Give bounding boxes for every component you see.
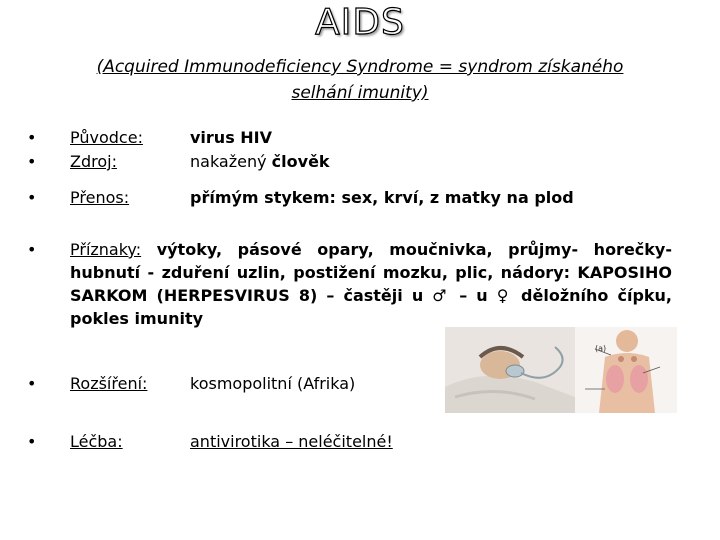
patient-illustration-icon — [445, 327, 677, 413]
label-zdroj: Zdroj: — [70, 152, 117, 171]
bullet-dot: • — [27, 128, 37, 147]
value-lecba: antivirotika – neléčitelné! — [190, 432, 393, 451]
bullet-dot: • — [27, 240, 37, 259]
slide-subtitle: (Acquired Immunodeficiency Syndrome = syndrom získaného selhání imunity) — [96, 57, 624, 103]
bullet-dot: • — [27, 188, 37, 207]
value-puvodce: virus HIV — [190, 128, 273, 147]
illustration-label: (a) — [595, 344, 607, 353]
symptoms-text: výtoky, pásové opary, moučnivka, průjmy- horečky- hubnutí - zduření uzlin, postižení mozku, plic, nádory: KAPOSIHO SARKOM (HERPESVIRUS 8) – častěji u ♂ – u ♀ děložního čípku, pokles imunity — [70, 240, 672, 328]
value-rozsireni: kosmopolitní (Afrika) — [190, 374, 356, 393]
bullet-dot: • — [27, 152, 37, 171]
symptoms-paragraph — [70, 238, 672, 330]
bullet-dot: • — [27, 432, 37, 451]
medical-illustration — [445, 327, 677, 413]
label-rozsireni: Rozšíření: — [70, 374, 148, 393]
label-priznaky: Příznaky: — [70, 240, 142, 259]
value-zdroj: nakažený člověk — [190, 152, 330, 171]
bullet-dot: • — [27, 374, 37, 393]
value-prenos: přímým stykem: sex, krví, z matky na plod — [190, 188, 574, 207]
slide-title: AIDS — [315, 2, 405, 43]
label-prenos: Přenos: — [70, 188, 130, 207]
label-puvodce: Původce: — [70, 128, 143, 147]
label-lecba: Léčba: — [70, 432, 123, 451]
